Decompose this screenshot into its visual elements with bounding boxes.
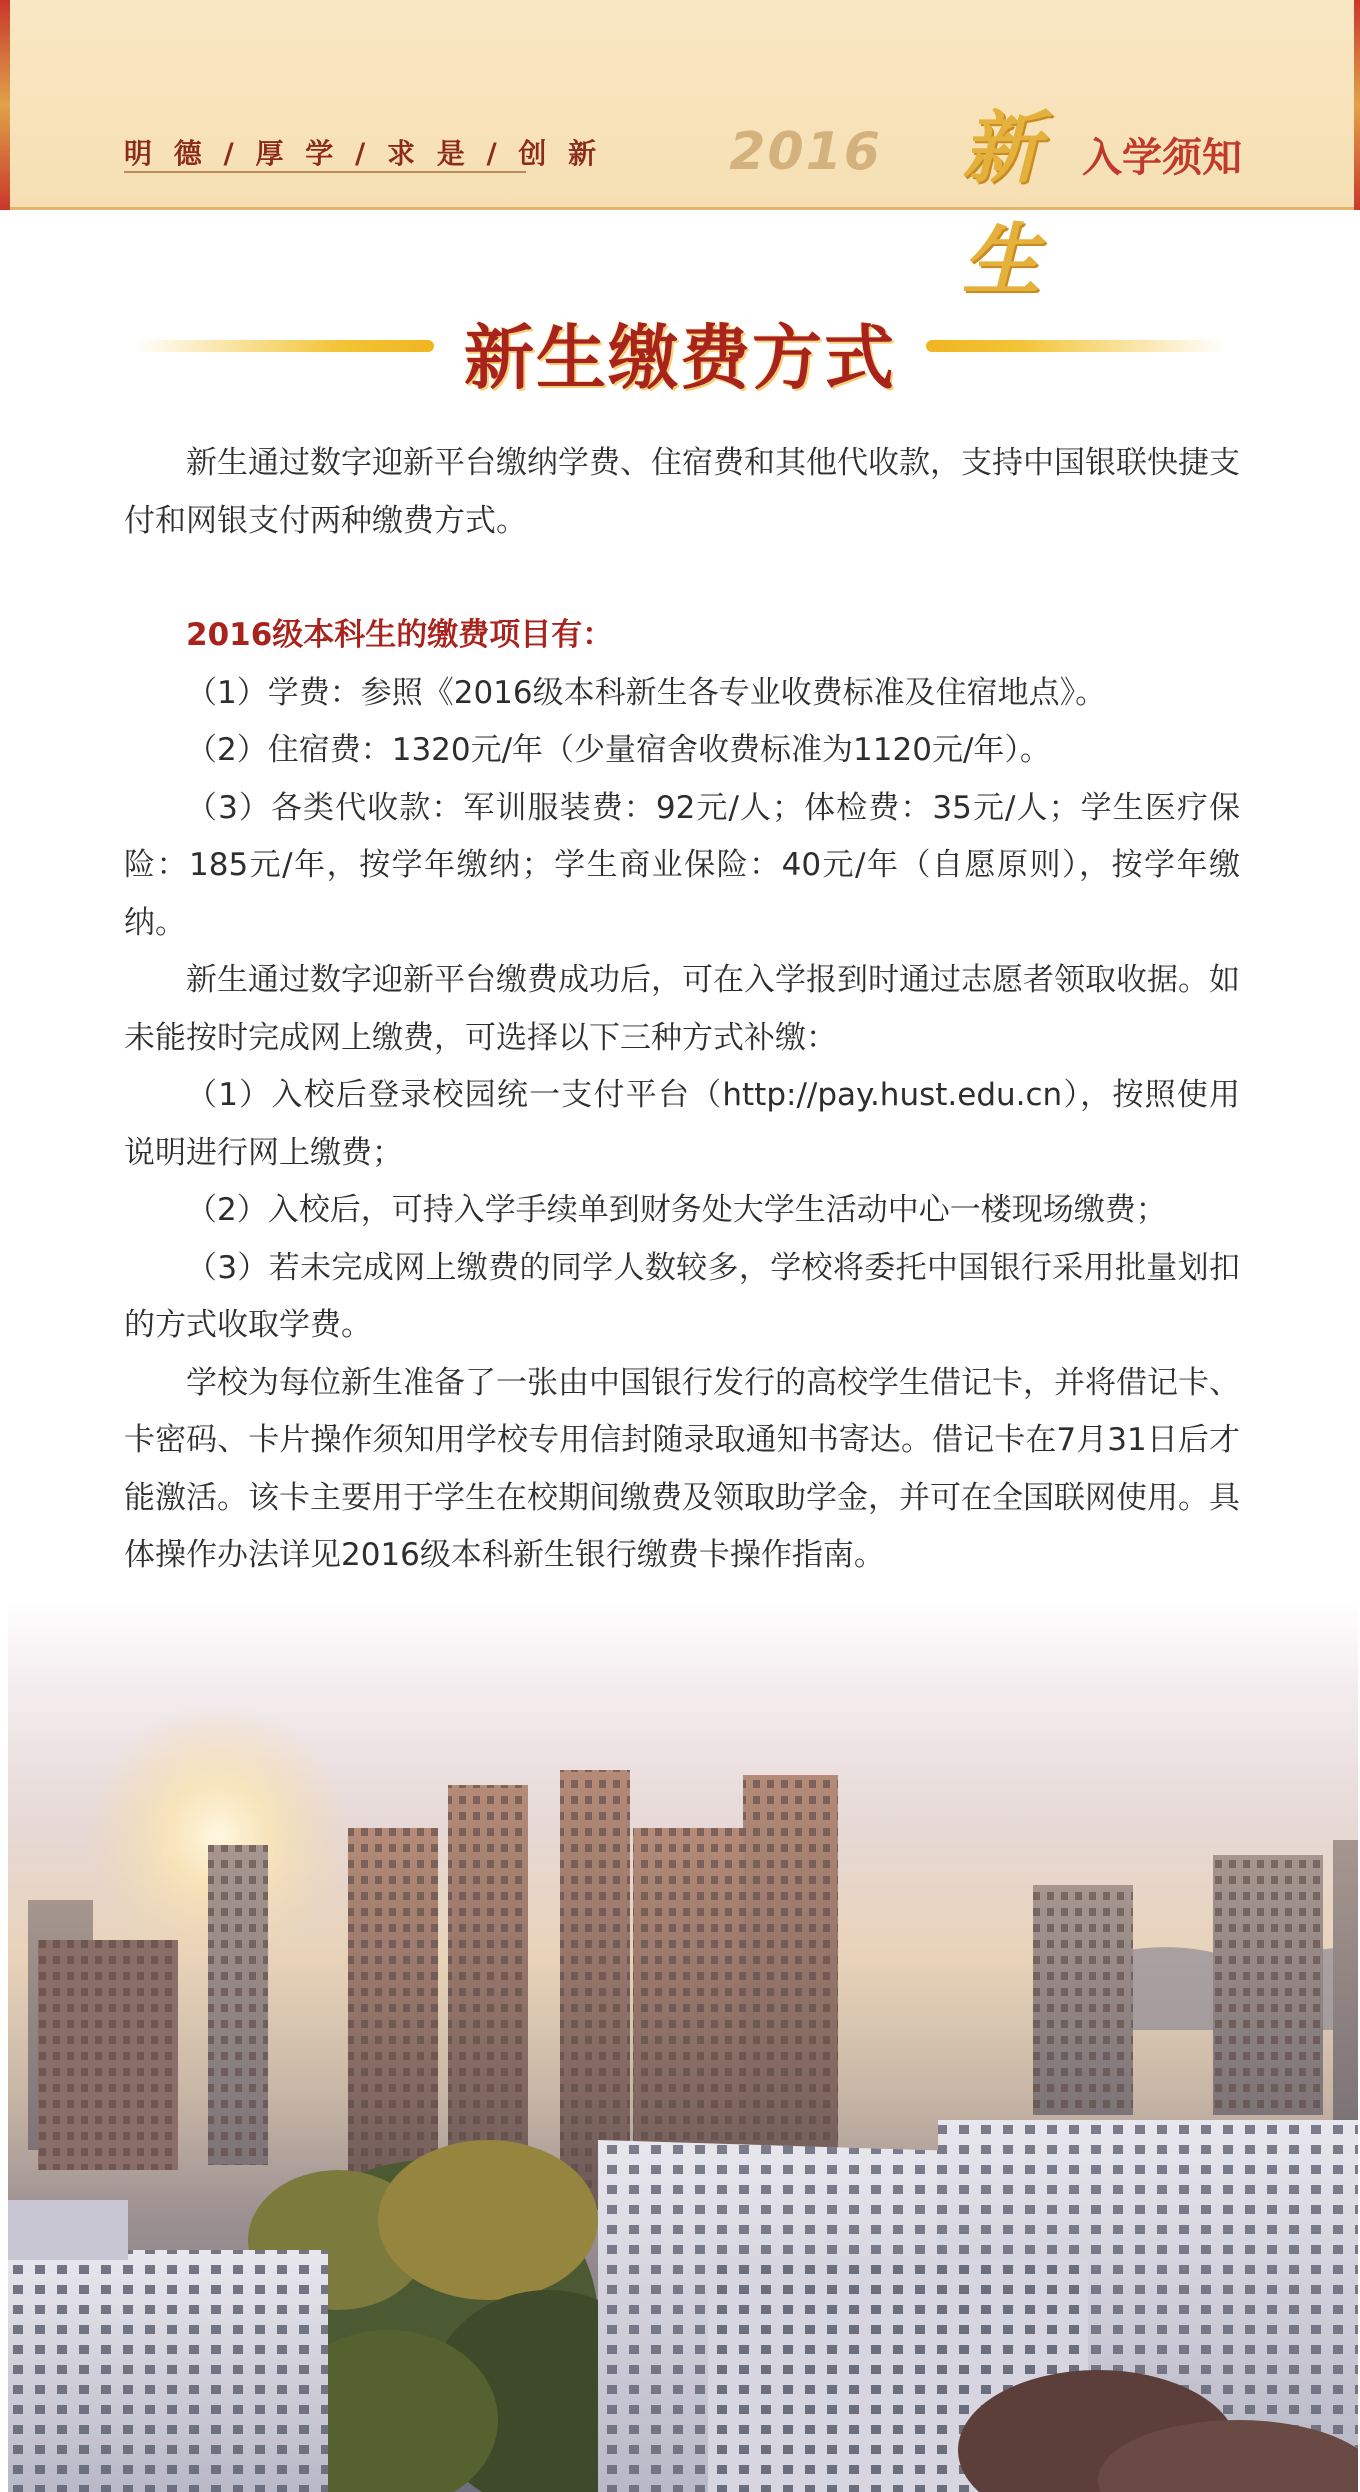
brand-highlight: 新生 bbox=[961, 103, 1036, 306]
motto-underline bbox=[124, 171, 526, 173]
school-motto: 明 德 / 厚 学 / 求 是 / 创 新 bbox=[124, 137, 603, 170]
brand-year: 2016 bbox=[729, 122, 882, 182]
header-right-stripe bbox=[1354, 0, 1360, 210]
fee-item: （2）住宿费：1320元/年（少量宿舍收费标准为1120元/年）。 bbox=[186, 732, 1051, 768]
fee-items-heading: 2016级本科生的缴费项目有： bbox=[186, 617, 614, 653]
campus-skyline-illustration bbox=[8, 1600, 1358, 2492]
header-left-stripe bbox=[0, 0, 10, 210]
campus-photo bbox=[8, 1600, 1358, 2492]
intro-paragraph: 新生通过数字迎新平台缴纳学费、住宿费和其他代收款，支持中国银联快捷支付和网银支付两种缴费方式。 bbox=[124, 445, 1240, 539]
page-header bbox=[0, 0, 1360, 306]
page-title: 新生缴费方式 bbox=[464, 317, 896, 399]
after-payment-paragraph: 新生通过数字迎新平台缴费成功后，可在入学报到时通过志愿者领取收据。如未能按时完成网上缴费，可选择以下三种方式补缴： bbox=[124, 962, 1240, 1056]
brand-rest: 入学须知 bbox=[1082, 135, 1242, 181]
title-decor-left bbox=[134, 340, 434, 352]
fee-item: （3）各类代收款：军训服装费：92元/人；体检费：35元/人；学生医疗保险：185元/年，按学年缴纳；学生商业保险：40元/年（自愿原则），按学年缴纳。 bbox=[124, 789, 1240, 941]
section-title-row bbox=[134, 300, 1226, 399]
makeup-method: （1）入校后登录校园统一支付平台（http://pay.hust.edu.cn），按照使用说明进行网上缴费； bbox=[124, 1077, 1240, 1171]
main-content bbox=[124, 435, 1240, 1585]
makeup-method: （3）若未完成网上缴费的同学人数较多，学校将委托中国银行采用批量划扣的方式收取学费。 bbox=[124, 1249, 1240, 1343]
fee-item: （1）学费：参照《2016级本科新生各专业收费标准及住宿地点》。 bbox=[186, 674, 1107, 711]
makeup-method: （2）入校后，可持入学手续单到财务处大学生活动中心一楼现场缴费； bbox=[186, 1192, 1167, 1228]
title-decor-right bbox=[926, 340, 1226, 352]
debit-card-paragraph: 学校为每位新生准备了一张由中国银行发行的高校学生借记卡，并将借记卡、卡密码、卡片操作须知用学校专用信封随录取通知书寄达。借记卡在7月31日后才能激活。该卡主要用于学生在校期间缴费及领取助学金，并可在全国联网使用。具体操作办法详见2016级本科新生银行缴费卡操作指南。 bbox=[124, 1364, 1240, 1573]
